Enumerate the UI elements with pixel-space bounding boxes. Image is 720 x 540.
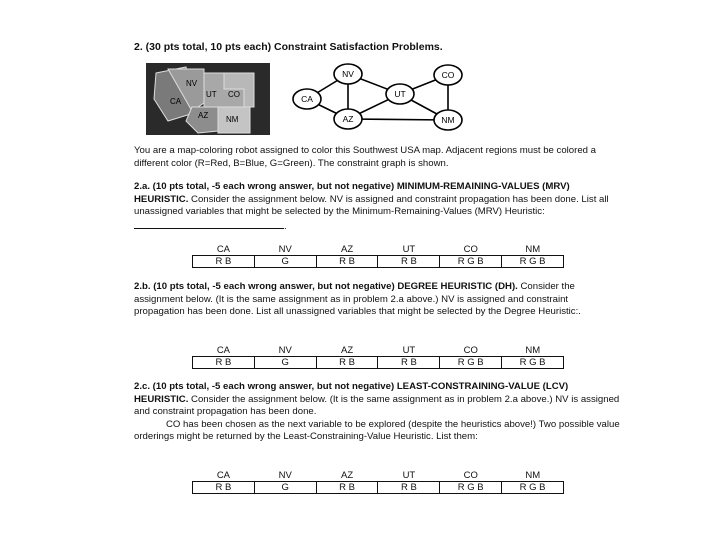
map-label-az: AZ	[198, 111, 209, 120]
graph-label-ut: UT	[394, 89, 406, 99]
col-co: CO	[440, 244, 502, 256]
cell-nv: G	[254, 482, 316, 494]
assignment-table-2c	[192, 470, 564, 494]
map-label-ca: CA	[170, 97, 182, 106]
graph-label-co: CO	[441, 70, 455, 80]
cell-co: R G B	[440, 482, 502, 494]
col-ut: UT	[378, 470, 440, 482]
map-label-nm: NM	[226, 115, 239, 124]
col-nv: NV	[254, 345, 316, 357]
cell-az: R B	[316, 256, 378, 268]
constraint-graph	[282, 59, 472, 139]
edge-az-nm	[348, 119, 448, 120]
cell-az: R B	[316, 357, 378, 369]
question-2a-end: .	[284, 220, 287, 232]
col-nm: NM	[502, 470, 564, 482]
southwest-usa-map	[146, 63, 270, 135]
question-2b-title: 2.b. (10 pts total, -5 each wrong answer, but not negative) DEGREE HEURISTIC (DH).	[134, 281, 518, 292]
graph-label-nm: NM	[441, 115, 455, 125]
question-2c-text: Consider the assignment below. (It is the same assignment as in problem 2.a above.) NV is assigned and constraint propagation has been done.	[134, 393, 620, 417]
graph-label-nv: NV	[342, 69, 354, 79]
col-nv: NV	[254, 470, 316, 482]
question-2b	[134, 281, 620, 319]
cell-nv: G	[254, 256, 316, 268]
graph-label-az: AZ	[342, 114, 354, 124]
cell-nm: R G B	[502, 256, 564, 268]
col-ut: UT	[378, 244, 440, 256]
col-co: CO	[440, 345, 502, 357]
question-2c	[134, 381, 620, 444]
assignment-table-2a	[192, 244, 564, 268]
intro-paragraph: You are a map-coloring robot assigned to color this Southwest USA map. Adjacent regions must be colored a different color (R=Red, B=Blue, G=Green). The constraint graph is shown.	[134, 145, 597, 169]
cell-nm: R G B	[502, 357, 564, 369]
cell-co: R G B	[440, 256, 502, 268]
question-2c-title: 2.c. (10 pts total, -5 each wrong answer, but not negative) LEAST-CONSTRAINING-VALUE (LCV) HEURISTIC.	[134, 381, 569, 405]
map-label-co: CO	[228, 90, 240, 99]
col-ca: CA	[193, 470, 255, 482]
cell-az: R B	[316, 482, 378, 494]
map-label-nv: NV	[186, 79, 198, 88]
question-2a	[134, 181, 620, 233]
col-az: AZ	[316, 244, 378, 256]
col-az: AZ	[316, 470, 378, 482]
col-ut: UT	[378, 345, 440, 357]
cell-ut: R B	[378, 357, 440, 369]
question-2b-text: Consider the assignment below. (It is the same assignment as in problem 2.a above.) NV is assigned and constraint propagation has been done. List all unassigned variables that might be selected by the Degree Heuristic:.	[134, 281, 581, 317]
cell-ut: R B	[378, 256, 440, 268]
cell-co: R G B	[440, 357, 502, 369]
col-co: CO	[440, 470, 502, 482]
col-ca: CA	[193, 345, 255, 357]
col-nv: NV	[254, 244, 316, 256]
cell-nv: G	[254, 357, 316, 369]
cell-ca: R B	[193, 482, 255, 494]
cell-ca: R B	[193, 256, 255, 268]
section-heading: 2. (30 pts total, 10 pts each) Constraint Satisfaction Problems.	[134, 41, 443, 53]
col-ca: CA	[193, 244, 255, 256]
question-2a-text: Consider the assignment below. NV is assigned and constraint propagation has been done. List all unassigned variables that might be selected by the Minimum-Remaining-Values (MRV) Heuristic:	[134, 193, 609, 217]
col-nm: NM	[502, 244, 564, 256]
map-label-ut: UT	[206, 90, 217, 99]
col-nm: NM	[502, 345, 564, 357]
cell-nm: R G B	[502, 482, 564, 494]
cell-ut: R B	[378, 482, 440, 494]
col-az: AZ	[316, 345, 378, 357]
graph-label-ca: CA	[301, 94, 313, 104]
cell-ca: R B	[193, 357, 255, 369]
question-2a-title: 2.a. (10 pts total, -5 each wrong answer, but not negative) MINIMUM-REMAINING-VALUES (MRV) HEURISTIC.	[134, 181, 570, 205]
assignment-table-2b	[192, 345, 564, 369]
answer-blank-2a[interactable]	[134, 219, 284, 229]
question-2c-text2: CO has been chosen as the next variable to be explored (despite the heuristics above!) Two possible value orderings might be returned by the Least-Constraining-Value Heuristic. List them:	[134, 418, 620, 442]
